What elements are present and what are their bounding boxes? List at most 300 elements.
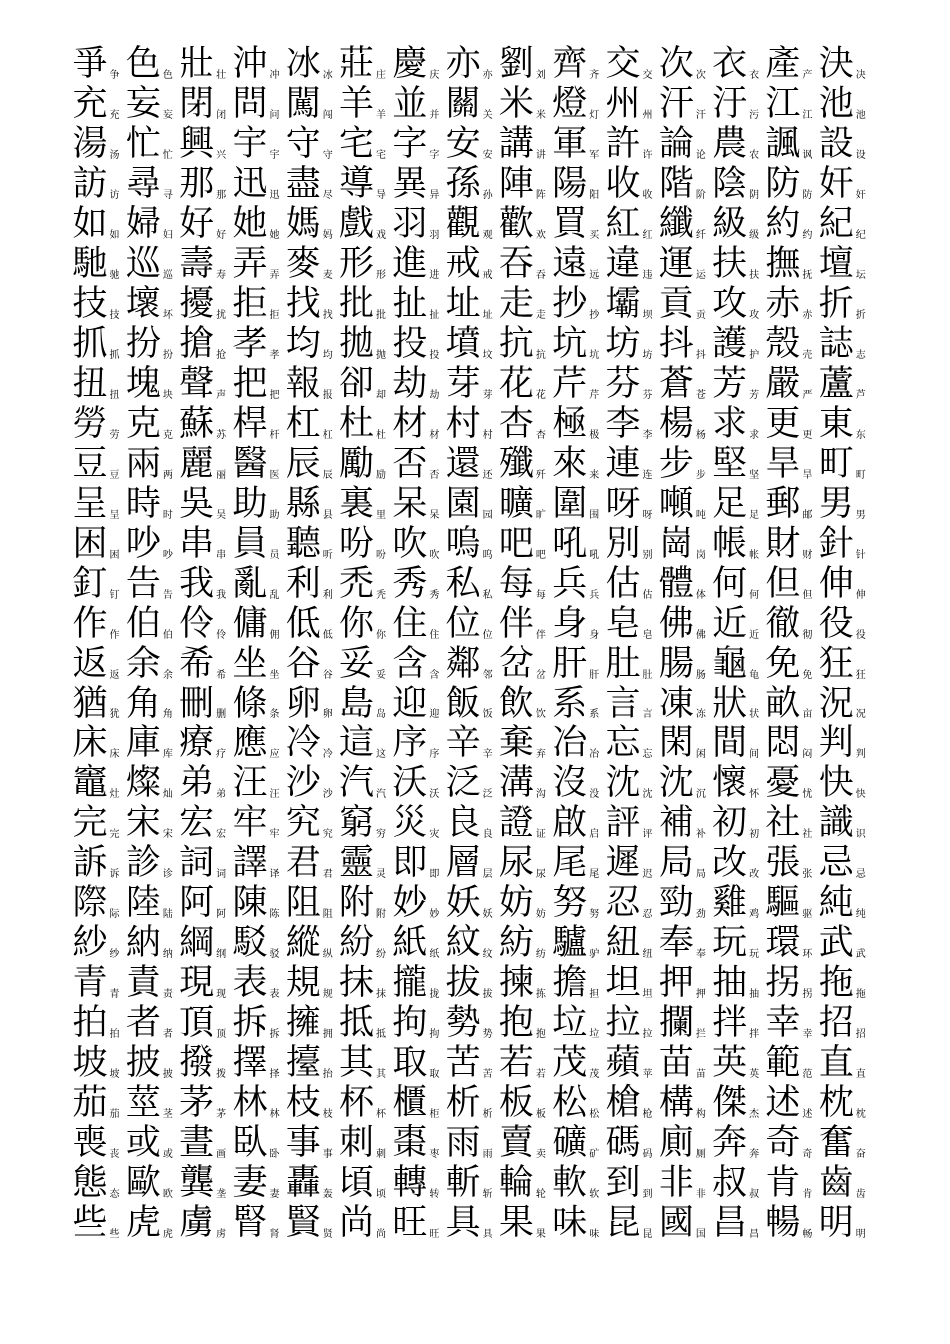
simplified-character: 取 — [429, 1069, 440, 1081]
simplified-character: 佣 — [269, 629, 280, 641]
character-cell — [339, 204, 392, 244]
character-cell — [392, 723, 445, 763]
traditional-character: 駁 — [232, 923, 268, 964]
traditional-character: 色 — [125, 44, 161, 84]
simplified-character: 没 — [589, 789, 600, 801]
simplified-character: 证 — [535, 829, 546, 841]
simplified-character: 返 — [109, 669, 120, 681]
simplified-character: 寻 — [162, 189, 173, 201]
traditional-character: 蘇 — [179, 403, 215, 444]
simplified-character: 两 — [162, 469, 173, 481]
character-cell — [819, 1083, 872, 1123]
character-cell — [712, 604, 765, 644]
traditional-character: 序 — [392, 723, 428, 764]
simplified-character: 住 — [429, 629, 440, 641]
simplified-character: 邻 — [482, 669, 493, 681]
simplified-character: 柜 — [429, 1109, 440, 1121]
character-cell — [232, 763, 285, 803]
traditional-character: 告 — [125, 563, 161, 604]
traditional-character: 武 — [818, 923, 854, 964]
simplified-character: 况 — [855, 709, 866, 721]
simplified-character: 沟 — [535, 789, 546, 801]
traditional-character: 戲 — [339, 203, 375, 244]
simplified-character: 忧 — [802, 789, 813, 801]
character-cell — [552, 124, 605, 164]
character-cell — [819, 644, 872, 684]
character-cell — [73, 204, 126, 244]
character-cell — [446, 244, 499, 284]
character-cell — [712, 1083, 765, 1123]
character-column — [339, 44, 392, 1284]
simplified-character: 吹 — [429, 549, 440, 561]
character-cell — [339, 644, 392, 684]
character-cell — [712, 1163, 765, 1203]
traditional-character: 助 — [232, 483, 268, 524]
simplified-character: 坏 — [162, 309, 173, 321]
character-cell — [499, 524, 552, 564]
traditional-character: 何 — [712, 563, 748, 604]
character-cell — [819, 404, 872, 444]
simplified-character: 来 — [589, 469, 600, 481]
simplified-character: 吨 — [695, 509, 706, 521]
simplified-character: 系 — [589, 709, 600, 721]
traditional-character: 呆 — [392, 483, 428, 524]
simplified-character: 杏 — [535, 429, 546, 441]
character-cell — [765, 1003, 818, 1043]
character-cell — [286, 284, 339, 324]
simplified-character: 阶 — [695, 189, 706, 201]
traditional-character: 但 — [765, 563, 801, 604]
simplified-character: 那 — [216, 189, 227, 201]
traditional-character: 李 — [605, 403, 641, 444]
simplified-character: 顶 — [216, 1029, 227, 1041]
character-cell — [765, 484, 818, 524]
simplified-character: 寿 — [216, 269, 227, 281]
character-cell — [126, 803, 179, 843]
simplified-character: 宋 — [162, 829, 173, 841]
character-cell — [446, 284, 499, 324]
simplified-character: 并 — [429, 109, 440, 121]
character-cell — [339, 404, 392, 444]
simplified-character: 其 — [376, 1069, 387, 1081]
traditional-character: 吳 — [179, 483, 215, 524]
character-cell — [606, 684, 659, 724]
simplified-character: 员 — [269, 549, 280, 561]
simplified-character: 乱 — [269, 589, 280, 601]
traditional-character: 進 — [392, 243, 428, 284]
traditional-character: 板 — [498, 1083, 534, 1124]
simplified-character: 判 — [855, 749, 866, 761]
traditional-character: 均 — [285, 323, 321, 364]
traditional-character: 堅 — [712, 443, 748, 484]
character-cell — [499, 1123, 552, 1163]
character-cell — [392, 843, 445, 883]
traditional-character: 折 — [818, 283, 854, 324]
simplified-character: 陆 — [162, 909, 173, 921]
simplified-character: 伶 — [216, 629, 227, 641]
character-cell — [126, 883, 179, 923]
simplified-character: 妙 — [429, 909, 440, 921]
traditional-character: 伶 — [179, 603, 215, 644]
character-cell — [179, 684, 232, 724]
simplified-character: 劫 — [429, 389, 440, 401]
simplified-character: 冰 — [322, 69, 333, 81]
character-cell — [819, 803, 872, 843]
simplified-character: 吩 — [376, 549, 387, 561]
character-cell — [392, 164, 445, 204]
traditional-character: 刪 — [179, 683, 215, 724]
character-cell — [552, 164, 605, 204]
traditional-character: 茂 — [552, 1043, 588, 1084]
character-cell — [179, 324, 232, 364]
simplified-character: 宏 — [216, 829, 227, 841]
character-cell — [286, 44, 339, 84]
character-cell — [499, 1163, 552, 1203]
traditional-character: 塊 — [125, 363, 161, 404]
character-cell — [499, 723, 552, 763]
simplified-character: 兵 — [589, 589, 600, 601]
simplified-character: 奋 — [855, 1149, 866, 1161]
character-cell — [819, 484, 872, 524]
character-cell — [819, 923, 872, 963]
character-cell — [126, 444, 179, 484]
simplified-character: 连 — [642, 469, 653, 481]
character-cell — [765, 524, 818, 564]
character-cell — [179, 44, 232, 84]
traditional-character: 曠 — [498, 483, 534, 524]
traditional-character: 別 — [605, 523, 641, 564]
simplified-character: 这 — [376, 749, 387, 761]
character-cell — [819, 763, 872, 803]
traditional-character: 櫃 — [392, 1083, 428, 1124]
traditional-character: 撫 — [765, 243, 801, 284]
character-cell — [179, 564, 232, 604]
simplified-character: 违 — [642, 269, 653, 281]
simplified-character: 巡 — [162, 269, 173, 281]
character-column — [552, 44, 605, 1284]
traditional-character: 尿 — [498, 843, 534, 884]
simplified-character: 若 — [535, 1069, 546, 1081]
traditional-character: 吹 — [392, 523, 428, 564]
traditional-character: 卵 — [285, 683, 321, 724]
character-cell — [552, 404, 605, 444]
character-cell — [126, 843, 179, 883]
character-cell — [446, 124, 499, 164]
character-cell — [232, 204, 285, 244]
traditional-character: 芬 — [605, 363, 641, 404]
traditional-character: 呀 — [605, 483, 641, 524]
character-cell — [552, 284, 605, 324]
character-cell — [819, 84, 872, 124]
simplified-character: 软 — [589, 1189, 600, 1201]
simplified-character: 克 — [162, 429, 173, 441]
traditional-character: 虜 — [179, 1203, 215, 1244]
character-cell — [179, 364, 232, 404]
traditional-character: 困 — [72, 523, 108, 564]
character-cell — [179, 1003, 232, 1043]
character-cell — [552, 1163, 605, 1203]
traditional-character: 江 — [765, 83, 801, 124]
simplified-character: 但 — [802, 589, 813, 601]
traditional-character: 抱 — [498, 1003, 534, 1044]
character-cell — [286, 763, 339, 803]
simplified-character: 拌 — [749, 1029, 760, 1041]
traditional-character: 或 — [125, 1123, 161, 1164]
traditional-character: 事 — [285, 1123, 321, 1164]
character-cell — [126, 763, 179, 803]
simplified-character: 识 — [855, 829, 866, 841]
traditional-character: 狀 — [712, 683, 748, 724]
simplified-character: 收 — [642, 189, 653, 201]
character-cell — [606, 723, 659, 763]
character-cell — [73, 524, 126, 564]
character-cell — [499, 843, 552, 883]
traditional-character: 昆 — [605, 1203, 641, 1244]
traditional-character: 識 — [818, 803, 854, 844]
simplified-character: 社 — [802, 829, 813, 841]
character-cell — [499, 444, 552, 484]
simplified-character: 纷 — [376, 949, 387, 961]
traditional-character: 燦 — [125, 763, 161, 804]
character-cell — [392, 284, 445, 324]
simplified-character: 坟 — [482, 349, 493, 361]
character-cell — [73, 164, 126, 204]
character-cell — [232, 1083, 285, 1123]
simplified-character: 技 — [109, 309, 120, 321]
character-cell — [232, 1163, 285, 1203]
character-cell — [446, 763, 499, 803]
simplified-character: 抬 — [322, 1069, 333, 1081]
simplified-character: 足 — [749, 509, 760, 521]
simplified-character: 羊 — [376, 109, 387, 121]
simplified-character: 即 — [429, 869, 440, 881]
simplified-character: 欢 — [535, 229, 546, 241]
traditional-character: 低 — [285, 603, 321, 644]
traditional-character: 妙 — [392, 883, 428, 924]
character-cell — [179, 604, 232, 644]
character-cell — [659, 1003, 712, 1043]
traditional-character: 宅 — [339, 123, 375, 164]
simplified-character: 远 — [589, 269, 600, 281]
traditional-character: 杏 — [498, 403, 534, 444]
simplified-character: 转 — [429, 1189, 440, 1201]
traditional-character: 遠 — [552, 243, 588, 284]
simplified-character: 言 — [642, 709, 653, 721]
simplified-character: 龟 — [749, 669, 760, 681]
simplified-character: 沉 — [695, 789, 706, 801]
simplified-character: 兴 — [216, 149, 227, 161]
simplified-character: 拔 — [482, 989, 493, 1001]
simplified-character: 忍 — [642, 909, 653, 921]
traditional-character: 凍 — [658, 683, 694, 724]
character-cell — [765, 923, 818, 963]
character-cell — [339, 723, 392, 763]
simplified-character: 扶 — [749, 269, 760, 281]
character-cell — [606, 564, 659, 604]
traditional-character: 取 — [392, 1043, 428, 1084]
simplified-character: 羽 — [429, 229, 440, 241]
character-cell — [286, 604, 339, 644]
traditional-character: 奮 — [818, 1123, 854, 1164]
traditional-character: 憂 — [765, 763, 801, 804]
traditional-character: 間 — [712, 723, 748, 764]
simplified-character: 肝 — [589, 669, 600, 681]
simplified-character: 床 — [109, 749, 120, 761]
character-cell — [179, 923, 232, 963]
simplified-character: 州 — [642, 109, 653, 121]
character-cell — [499, 1043, 552, 1083]
character-cell — [73, 244, 126, 284]
character-cell — [765, 284, 818, 324]
traditional-character: 異 — [392, 163, 428, 204]
simplified-character: 犹 — [109, 709, 120, 721]
character-cell — [712, 324, 765, 364]
simplified-character: 穷 — [376, 829, 387, 841]
simplified-character: 青 — [109, 989, 120, 1001]
character-cell — [659, 364, 712, 404]
traditional-character: 更 — [765, 403, 801, 444]
simplified-character: 附 — [376, 909, 387, 921]
character-cell — [286, 963, 339, 1003]
simplified-character: 把 — [269, 389, 280, 401]
traditional-character: 雨 — [445, 1123, 481, 1164]
simplified-character: 析 — [482, 1109, 493, 1121]
simplified-character: 者 — [162, 1029, 173, 1041]
traditional-character: 扭 — [72, 363, 108, 404]
traditional-character: 雞 — [712, 883, 748, 924]
traditional-character: 療 — [179, 723, 215, 764]
character-cell — [606, 1123, 659, 1163]
simplified-character: 垃 — [589, 1029, 600, 1041]
character-cell — [73, 963, 126, 1003]
traditional-character: 園 — [445, 483, 481, 524]
traditional-character: 把 — [232, 363, 268, 404]
character-cell — [392, 1043, 445, 1083]
character-cell — [286, 524, 339, 564]
character-cell — [606, 1163, 659, 1203]
traditional-character: 紐 — [605, 923, 641, 964]
character-cell — [765, 684, 818, 724]
simplified-character: 辰 — [322, 469, 333, 481]
character-cell — [446, 1203, 499, 1243]
simplified-character: 芦 — [855, 389, 866, 401]
simplified-character: 志 — [855, 349, 866, 361]
character-cell — [552, 1043, 605, 1083]
traditional-character: 壇 — [818, 243, 854, 284]
traditional-character: 諷 — [765, 123, 801, 164]
character-cell — [392, 84, 445, 124]
character-cell — [286, 84, 339, 124]
character-cell — [659, 843, 712, 883]
simplified-character: 卖 — [535, 1149, 546, 1161]
traditional-character: 村 — [445, 403, 481, 444]
traditional-character: 狂 — [818, 643, 854, 684]
simplified-character: 间 — [749, 749, 760, 761]
traditional-character: 秀 — [392, 563, 428, 604]
character-cell — [819, 1163, 872, 1203]
simplified-character: 直 — [855, 1069, 866, 1081]
character-cell — [446, 564, 499, 604]
simplified-character: 安 — [482, 149, 493, 161]
traditional-character: 吼 — [552, 523, 588, 564]
traditional-character: 楊 — [658, 403, 694, 444]
character-cell — [73, 1203, 126, 1243]
simplified-character: 厕 — [695, 1149, 706, 1161]
traditional-character: 閉 — [179, 83, 215, 124]
simplified-character: 宅 — [376, 149, 387, 161]
character-cell — [392, 564, 445, 604]
character-cell — [126, 324, 179, 364]
simplified-character: 吧 — [535, 549, 546, 561]
traditional-character: 興 — [179, 123, 215, 164]
traditional-character: 位 — [445, 603, 481, 644]
simplified-character: 纹 — [482, 949, 493, 961]
simplified-character: 李 — [642, 429, 653, 441]
simplified-character: 苹 — [642, 1069, 653, 1081]
simplified-character: 奔 — [749, 1149, 760, 1161]
simplified-character: 闯 — [322, 109, 333, 121]
simplified-character: 庄 — [376, 69, 387, 81]
simplified-character: 抄 — [589, 309, 600, 321]
traditional-character: 財 — [765, 523, 801, 564]
traditional-character: 宏 — [179, 803, 215, 844]
simplified-character: 否 — [429, 469, 440, 481]
traditional-character: 安 — [445, 123, 481, 164]
simplified-character: 冲 — [269, 69, 280, 81]
traditional-character: 現 — [179, 963, 215, 1004]
character-cell — [712, 803, 765, 843]
traditional-character: 拘 — [392, 1003, 428, 1044]
character-cell — [659, 1123, 712, 1163]
character-cell — [126, 564, 179, 604]
simplified-character: 现 — [216, 989, 227, 1001]
character-cell — [232, 883, 285, 923]
simplified-character: 弄 — [269, 269, 280, 281]
character-cell — [819, 883, 872, 923]
simplified-character: 还 — [482, 469, 493, 481]
simplified-character: 观 — [482, 229, 493, 241]
simplified-character: 肠 — [695, 669, 706, 681]
traditional-character: 冶 — [552, 723, 588, 764]
simplified-character: 齐 — [589, 69, 600, 81]
traditional-character: 枕 — [818, 1083, 854, 1124]
traditional-character: 充 — [72, 83, 108, 124]
simplified-character: 诊 — [162, 869, 173, 881]
traditional-character: 忌 — [818, 843, 854, 884]
character-cell — [232, 564, 285, 604]
traditional-character: 沈 — [658, 763, 694, 804]
simplified-character: 迅 — [269, 189, 280, 201]
traditional-character: 孫 — [445, 163, 481, 204]
simplified-character: 刘 — [535, 69, 546, 81]
traditional-character: 腸 — [658, 643, 694, 684]
character-column — [659, 44, 712, 1284]
character-column — [392, 44, 445, 1284]
simplified-character: 农 — [749, 149, 760, 161]
simplified-character: 武 — [855, 949, 866, 961]
simplified-character: 免 — [802, 669, 813, 681]
simplified-character: 听 — [322, 549, 333, 561]
character-cell — [339, 1003, 392, 1043]
simplified-character: 改 — [749, 869, 760, 881]
simplified-character: 抢 — [216, 349, 227, 361]
character-cell — [499, 564, 552, 604]
traditional-character: 攏 — [392, 963, 428, 1004]
traditional-character: 到 — [605, 1163, 641, 1204]
traditional-character: 抹 — [339, 963, 375, 1004]
character-cell — [179, 444, 232, 484]
character-column — [73, 44, 126, 1284]
